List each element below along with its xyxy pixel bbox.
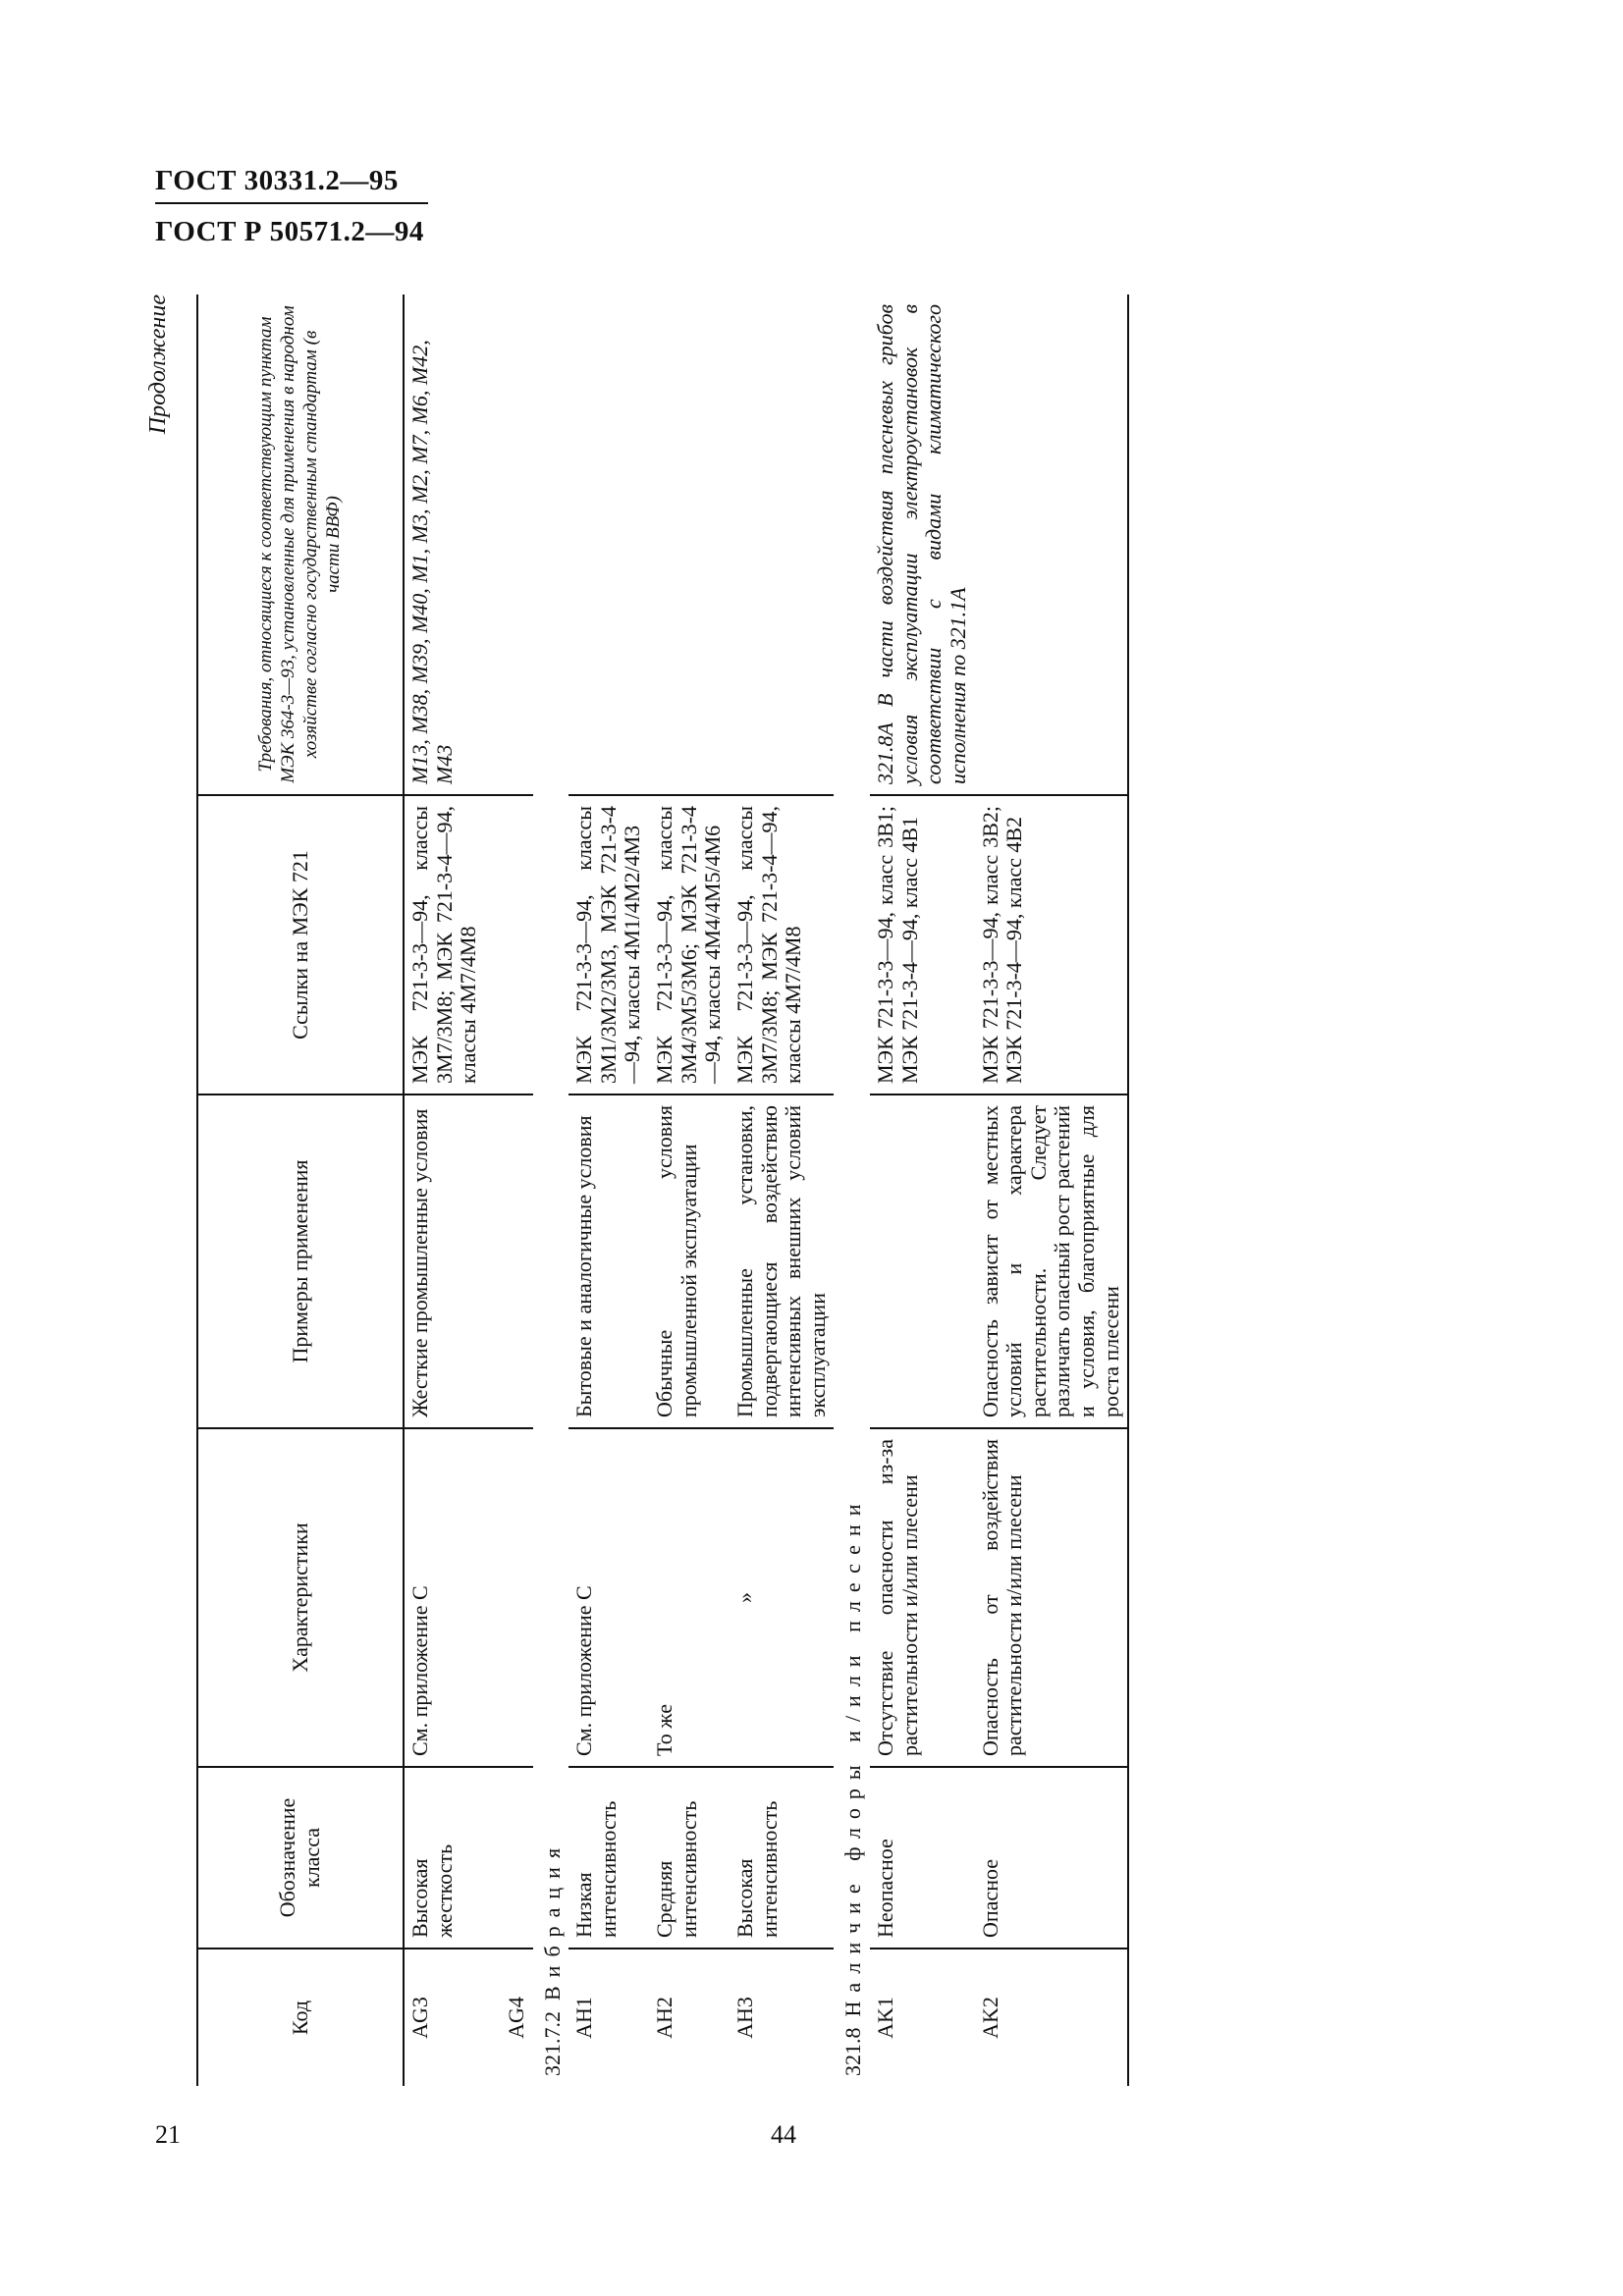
col-code: Код bbox=[197, 1949, 404, 2086]
col-references: Ссылки на МЭК 721 bbox=[197, 795, 404, 1095]
row-code: AH2 bbox=[652, 1997, 676, 2039]
rotated-table-frame bbox=[145, 294, 1407, 2086]
row-designation: Средняя интенсивность bbox=[649, 1767, 730, 1949]
table-row bbox=[485, 294, 533, 2086]
row-designation: Высокая интенсивность bbox=[730, 1767, 835, 1949]
row-requirements: 321.8А В части воздействия плесневых грибов условия эксплуатации электроустановок в соответствии с видами климатического исполнения по 321.1А bbox=[870, 294, 975, 795]
section-title: Вибрация bbox=[539, 1839, 565, 2001]
row-examples: Жесткие промышленные условия bbox=[404, 1095, 485, 1428]
row-requirements: M13, M38, M39, M40, M1, M3, M2, M7, M6, M42, M43 bbox=[404, 294, 485, 795]
row-code: AG3 bbox=[407, 1997, 432, 2039]
table-row bbox=[649, 294, 730, 2086]
table-header-row bbox=[197, 294, 404, 2086]
row-characteristics: То же bbox=[649, 1428, 730, 1767]
col-requirements: Требования, относящиеся к соответствующим пунктам МЭК 364-3—93, установленные для применения в народном хозяйстве согласно государственным стандартам (в части ВВФ) bbox=[197, 294, 404, 795]
col-designation: Обозначение класса bbox=[197, 1767, 404, 1949]
row-code: AH3 bbox=[731, 1997, 757, 2039]
row-code: AK1 bbox=[873, 1997, 897, 2039]
row-examples: Бытовые и аналогичные условия bbox=[568, 1095, 649, 1428]
section-row bbox=[834, 294, 870, 2086]
row-references: МЭК 721-3-3—94, класс 3B1; МЭК 721-3-4—94, класс 4B1 bbox=[870, 795, 975, 1095]
row-characteristics: Опасность от воздействия растительности и/или плесени bbox=[975, 1428, 1129, 1767]
row-examples: Промышленные установки, подвергающиеся воздействию интенсивных внешних условий эксплуатации bbox=[730, 1095, 835, 1428]
section-number: 321.8 bbox=[840, 2027, 866, 2076]
row-references: МЭК 721-3-3—94, классы 3M7/3M8; МЭК 721-3-4—94, классы 4M7/4M8 bbox=[404, 795, 485, 1095]
section-row bbox=[533, 294, 569, 2086]
row-characteristics: » bbox=[730, 1428, 835, 1767]
row-designation: Неопасное bbox=[870, 1767, 975, 1949]
header-rule bbox=[155, 202, 428, 204]
row-code: AK2 bbox=[975, 1949, 1129, 2086]
col-characteristics: Характеристики bbox=[197, 1428, 404, 1767]
row-characteristics: См. приложение C bbox=[568, 1428, 649, 1767]
continuation-label: Продолжение bbox=[145, 294, 171, 435]
row-examples bbox=[870, 1095, 975, 1428]
row-characteristics: Отсутствие опасности из-за растительности и/или плесени bbox=[870, 1428, 975, 1767]
row-designation: Опасное bbox=[975, 1767, 1129, 1949]
row-designation: Высокая жесткость bbox=[404, 1767, 485, 1949]
table-row bbox=[568, 294, 649, 2086]
table-row bbox=[730, 294, 835, 2086]
row-characteristics: См. приложение C bbox=[404, 1428, 485, 1767]
col-examples: Примеры применения bbox=[197, 1095, 404, 1428]
row-code: AH1 bbox=[571, 1997, 597, 2039]
page-number-left: 21 bbox=[155, 2120, 181, 2149]
row-references: МЭК 721-3-3—94, классы 3M1/3M2/3M3, МЭК 721-3-4—94, классы 4M1/4M2/4M3 bbox=[568, 795, 649, 1095]
row-references: МЭК 721-3-3—94, классы 3M4/3M5/3M6; МЭК 721-3-4—94, классы 4M4/4M5/4M6 bbox=[649, 795, 730, 1095]
row-designation: Низкая интенсивность bbox=[568, 1767, 649, 1949]
classification-table bbox=[196, 294, 1129, 2086]
row-code: AG4 bbox=[503, 1997, 528, 2039]
standard-number-1: ГОСТ 30331.2—95 bbox=[155, 165, 399, 196]
row-examples: Обычные условия промышленной эксплуатации bbox=[649, 1095, 730, 1428]
row-references: МЭК 721-3-3—94, класс 3B2; МЭК 721-3-4—94, класс 4B2 bbox=[975, 795, 1129, 1095]
standard-number-2: ГОСТ Р 50571.2—94 bbox=[155, 216, 424, 247]
section-number: 321.7.2 bbox=[539, 2011, 565, 2076]
page-number-center: 44 bbox=[771, 2120, 796, 2149]
row-references: МЭК 721-3-3—94, классы 3M7/3M8; МЭК 721-3-4—94, классы 4M7/4M8 bbox=[730, 795, 835, 1095]
table-row bbox=[975, 294, 1129, 2086]
table-row bbox=[404, 294, 485, 2086]
section-title: Наличие флоры и/или плесени bbox=[840, 1495, 866, 2017]
table-row bbox=[870, 294, 975, 2086]
row-examples: Опасность зависит от местных условий и характера растительности. Следует различать опасный рост растений и условия, благоприятные для роста плесени bbox=[975, 1095, 1129, 1428]
